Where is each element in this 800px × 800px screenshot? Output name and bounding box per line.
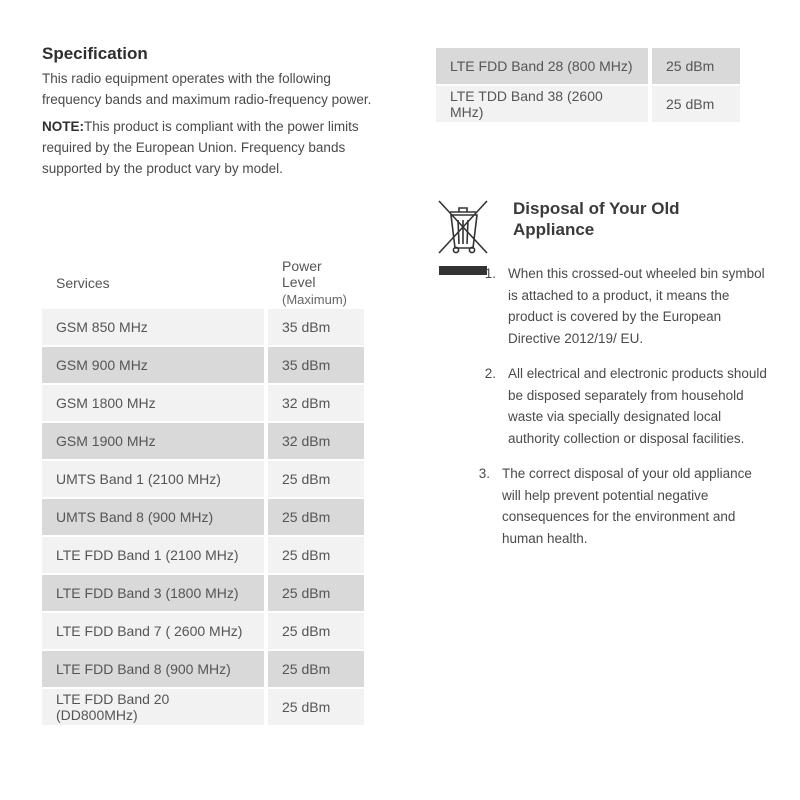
table-row: [42, 347, 364, 383]
service-cell: LTE FDD Band 28 (800 MHz): [436, 48, 648, 84]
table-header-row: [42, 258, 364, 307]
disposal-title-line2: Appliance: [513, 220, 595, 239]
power-cell: 35 dBm: [268, 309, 364, 345]
list-item-text: When this crossed-out wheeled bin symbol is attached to a product, it means the product is covered by the European Directive 2012/19/ EU.: [508, 266, 765, 346]
power-cell: 32 dBm: [268, 423, 364, 459]
specification-title: Specification: [42, 44, 148, 63]
power-cell: 25 dBm: [652, 48, 740, 84]
table-row: [42, 651, 364, 687]
table-row: [42, 385, 364, 421]
power-cell: 25 dBm: [268, 651, 364, 687]
power-cell: 25 dBm: [268, 461, 364, 497]
list-item: [478, 363, 768, 449]
service-cell: LTE FDD Band 3 (1800 MHz): [42, 575, 264, 611]
specification-note: [42, 116, 372, 179]
service-cell: UMTS Band 8 (900 MHz): [42, 499, 264, 535]
list-item: [478, 263, 768, 349]
header-power-level: [268, 258, 364, 307]
frequency-table: [38, 256, 368, 727]
list-item-text: All electrical and electronic products should be disposed separately from household waste via specially designated local authority collection or disposal facilities.: [508, 366, 767, 446]
header-power-sub: (Maximum): [282, 292, 347, 307]
service-cell: GSM 1800 MHz: [42, 385, 264, 421]
list-item-number: 3.: [478, 466, 490, 481]
header-services: Services: [56, 274, 110, 291]
power-cell: 25 dBm: [268, 575, 364, 611]
table-row: [42, 309, 364, 345]
header-power-label: Power Level: [282, 258, 322, 290]
table-row: [42, 575, 364, 611]
disposal-list: [478, 263, 768, 563]
table-row: [42, 613, 364, 649]
list-item: [472, 463, 768, 549]
service-cell: GSM 1900 MHz: [42, 423, 264, 459]
table-row: [436, 48, 740, 84]
disposal-title: [513, 198, 763, 240]
power-cell: 25 dBm: [652, 86, 740, 122]
power-cell: 35 dBm: [268, 347, 364, 383]
table-row: [42, 423, 364, 459]
table-row: [42, 689, 364, 725]
note-text: This product is compliant with the power limits required by the European Union. Frequency bands supported by the product vary by model.: [42, 119, 359, 176]
specification-intro: This radio equipment operates with the following frequency bands and maximum radio-frequency power.: [42, 71, 372, 107]
note-label: NOTE:: [42, 119, 84, 134]
service-cell: LTE TDD Band 38 (2600 MHz): [436, 86, 648, 122]
table-row: [436, 86, 740, 122]
service-cell: LTE FDD Band 1 (2100 MHz): [42, 537, 264, 573]
list-item-text: The correct disposal of your old appliance will help prevent potential negative consequences for the environment and human health.: [502, 466, 752, 546]
disposal-title-line1: Disposal of Your Old: [513, 199, 680, 218]
specification-section: [42, 44, 372, 179]
power-cell: 25 dBm: [268, 613, 364, 649]
list-item-number: 2.: [484, 366, 496, 381]
power-cell: 32 dBm: [268, 385, 364, 421]
power-cell: 25 dBm: [268, 689, 364, 725]
power-cell: 25 dBm: [268, 537, 364, 573]
service-cell: LTE FDD Band 8 (900 MHz): [42, 651, 264, 687]
table-row: [42, 461, 364, 497]
power-cell: 25 dBm: [268, 499, 364, 535]
service-cell: LTE FDD Band 7 ( 2600 MHz): [42, 613, 264, 649]
table-row: [42, 537, 364, 573]
frequency-table-continued: [432, 46, 744, 124]
table-row: [42, 499, 364, 535]
list-item-number: 1.: [484, 266, 496, 281]
service-cell: UMTS Band 1 (2100 MHz): [42, 461, 264, 497]
service-cell: LTE FDD Band 20 (DD800MHz): [42, 689, 264, 725]
service-cell: GSM 900 MHz: [42, 347, 264, 383]
service-cell: GSM 850 MHz: [42, 309, 264, 345]
